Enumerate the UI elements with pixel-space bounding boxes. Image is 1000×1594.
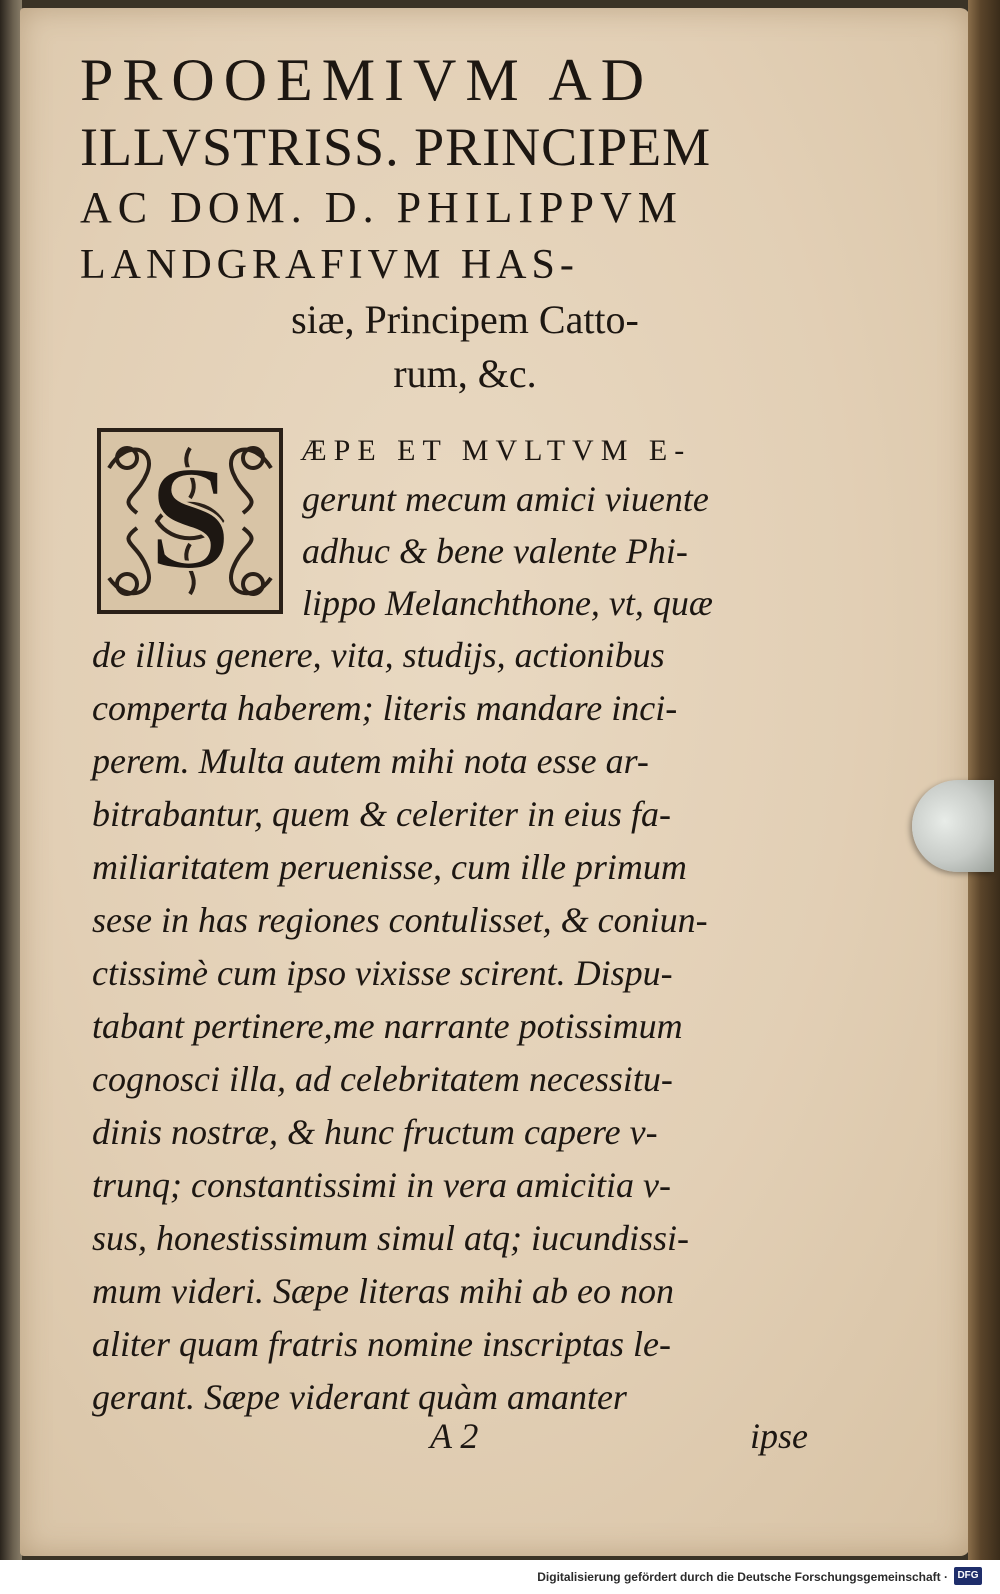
text-line: bitrabantur, quem & celeriter in eius fa- xyxy=(92,794,671,834)
text-line: aliter quam fratris nomine inscriptas le- xyxy=(92,1324,671,1364)
text-line: comperta haberem; literis mandare inci- xyxy=(92,688,678,728)
signature-mark: A 2 xyxy=(430,1416,479,1456)
text-line: gerunt mecum amici viuente xyxy=(302,479,709,519)
text-line: de illius genere, vita, studijs, actionibus xyxy=(92,635,665,675)
text-line: lippo Melanchthone, vt, quæ xyxy=(302,583,713,623)
drop-cap-letter: S xyxy=(148,435,232,601)
credit-text: Digitalisierung gefördert durch die Deutsche Forschungsgemeinschaft · xyxy=(537,1570,948,1584)
text-line: tabant pertinere,me narrante potissimum xyxy=(92,1006,683,1046)
text-line: perem. Multa autem mihi nota esse ar- xyxy=(92,741,649,781)
page-title xyxy=(80,45,850,401)
text-line: gerant. Sæpe viderant quàm amanter xyxy=(92,1377,627,1417)
text-line: cognosci illa, ad celebritatem necessitu- xyxy=(92,1059,673,1099)
dfg-logo: DFG xyxy=(954,1567,982,1585)
title-line-5: siæ, Principem Catto- xyxy=(291,297,639,342)
opening-line: ÆPE ET MVLTVM E- xyxy=(300,434,692,467)
text-line: dinis nostræ, & hunc fructum capere v- xyxy=(92,1112,658,1152)
book-spine-edge xyxy=(0,0,22,1560)
title-line-2: ILLVSTRISS. PRINCIPEM xyxy=(80,117,712,177)
title-line-3: AC DOM. D. PHILIPPVM xyxy=(80,183,683,232)
catchword: ipse xyxy=(750,1416,808,1456)
text-line: miliaritatem peruenisse, cum ille primum xyxy=(92,847,687,887)
ornamental-drop-cap xyxy=(97,428,283,614)
text-line: adhuc & bene valente Phi- xyxy=(302,531,688,571)
text-line: sus, honestissimum simul atq; iucundissi- xyxy=(92,1218,690,1258)
text-line: ctissimè cum ipso vixisse scirent. Dispu- xyxy=(92,953,673,993)
title-line-1: PROOEMIVM AD xyxy=(80,47,654,113)
text-line: sese in has regiones contulisset, & coniun- xyxy=(92,900,708,940)
title-line-6: rum, &c. xyxy=(393,351,537,396)
text-line: trunq; constantissimi in vera amicitia v- xyxy=(92,1165,671,1205)
page-holder-clip xyxy=(912,780,994,872)
text-line: mum videri. Sæpe literas mihi ab eo non xyxy=(92,1271,674,1311)
title-line-4: LANDGRAFIVM HAS- xyxy=(80,242,579,288)
